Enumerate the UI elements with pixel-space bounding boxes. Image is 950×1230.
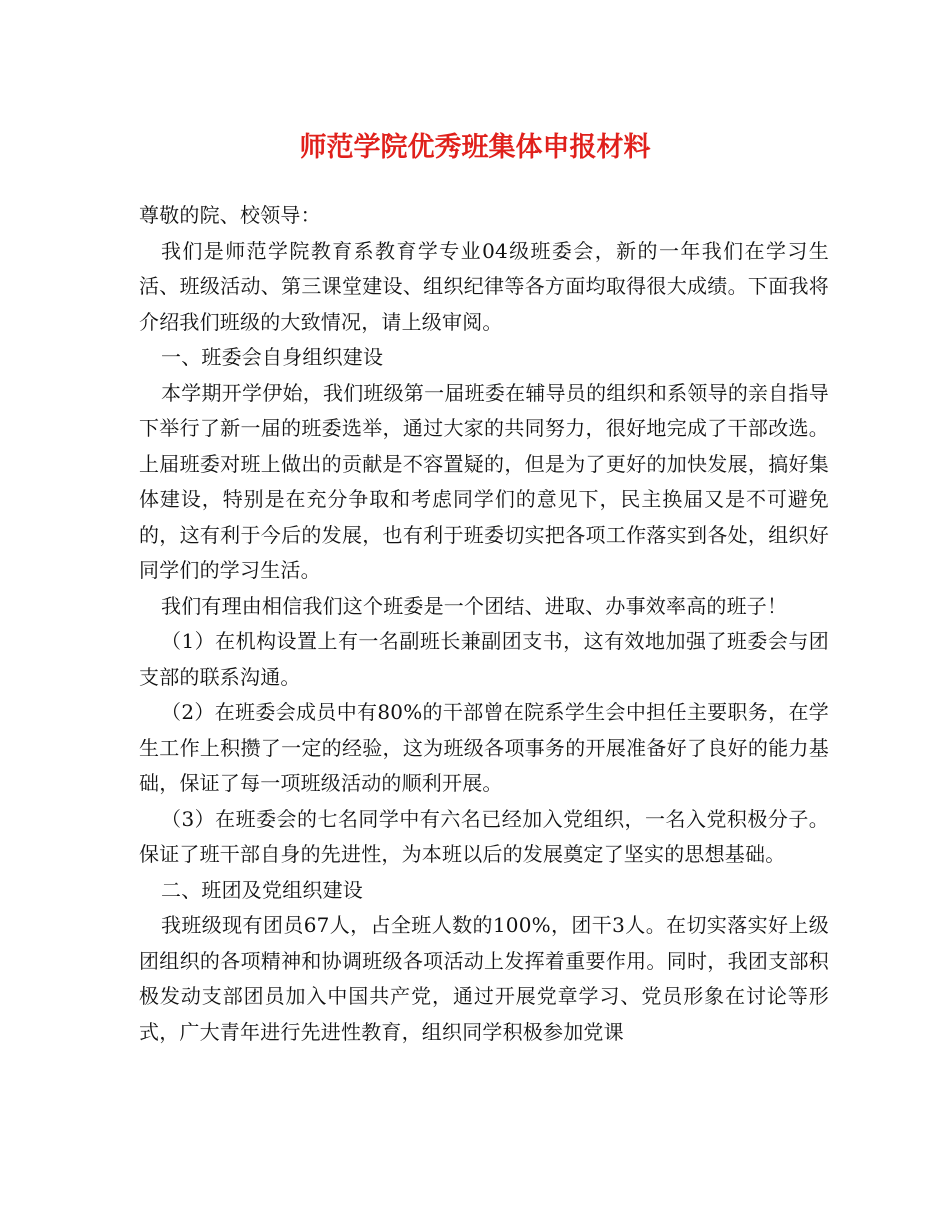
intro-paragraph: 我们是师范学院教育系教育学专业04级班委会，新的一年我们在学习生活、班级活动、第三课堂建设、组织纪律等各方面均取得很大成绩。下面我将介绍我们班级的大致情况，请上级审阅。 [139, 238, 829, 334]
section-1-point-3: （3）在班委会的七名同学中有六名已经加入党组织，一名入党积极分子。保证了班干部自身的先进性，为本班以后的发展奠定了坚实的思想基础。 [139, 806, 829, 866]
document-title: 师范学院优秀班集体申报材料 [299, 132, 651, 163]
section-1-statement: 我们有理由相信我们这个班委是一个团结、进取、办事效率高的班子！ [161, 593, 788, 618]
section-1-paragraph: 本学期开学伊始，我们班级第一届班委在辅导员的组织和系领导的亲自指导下举行了新一届的班委选举，通过大家的共同努力，很好地完成了干部改选。上届班委对班上做出的贡献是不容置疑的，但是为了更好的加快发展，搞好集体建设，特别是在充分争取和考虑同学们的意见下，民主换届又是不可避免的，这有利于今后的发展，也有利于班委切实把各项工作落实到各处，组织好同学们的学习生活。 [139, 380, 829, 582]
salutation: 尊敬的院、校领导： [139, 203, 321, 227]
document-body [139, 198, 829, 1050]
section-1-point-2: （2）在班委会成员中有80%的干部曾在院系学生会中担任主要职务，在学生工作上积攒了一定的经验，这为班级各项事务的开展准备好了良好的能力基础，保证了每一项班级活动的顺利开展。 [139, 700, 829, 795]
section-1-point-1: （1）在机构设置上有一名副班长兼副团支书，这有效地加强了班委会与团支部的联系沟通。 [139, 629, 829, 689]
section-2-paragraph: 我班级现有团员67人，占全班人数的100%，团干3人。在切实落实好上级团组织的各项精神和协调班级各项活动上发挥着重要作用。同时，我团支部积极发动支部团员加入中国共产党，通过开展党章学习、党员形象在讨论等形式，广大青年进行先进性教育，组织同学积极参加党课 [139, 913, 829, 1044]
section-heading-1: 一、班委会自身组织建设 [161, 345, 384, 369]
section-heading-2: 二、班团及党组织建设 [161, 877, 363, 902]
